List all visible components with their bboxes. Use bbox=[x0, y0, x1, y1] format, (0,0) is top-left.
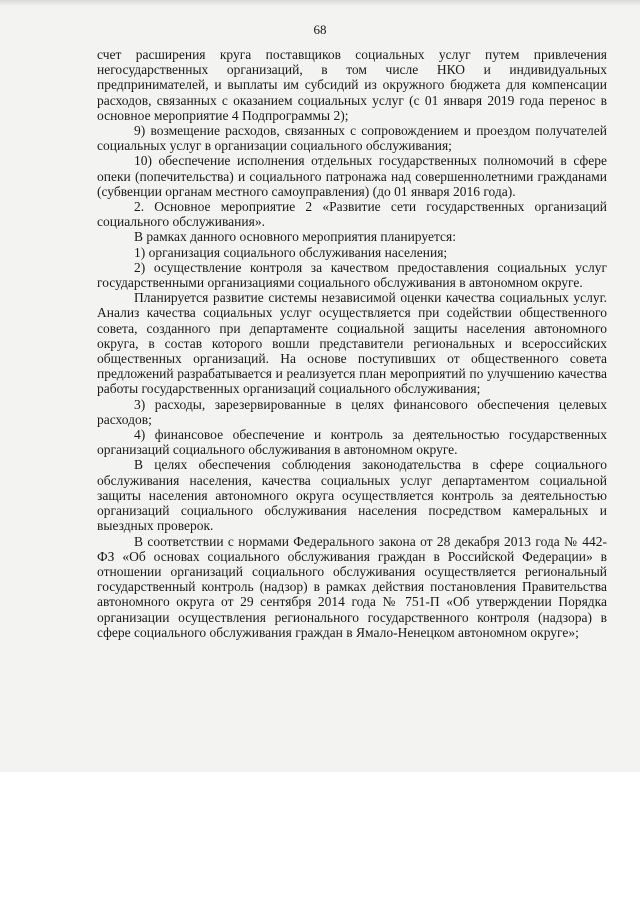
paragraph-item-10: 10) обеспечение исполнения отдельных государственных полномочий в сфере опеки (попечительства) и социального патронажа над совершеннолетними гражданами (субвенции органам местного самоуправления) (до 01 января 2016 года). bbox=[97, 153, 607, 199]
paragraph-planned-intro: В рамках данного основного мероприятия планируется: bbox=[134, 229, 456, 245]
body-text bbox=[97, 47, 607, 640]
paragraph-legislation-compliance: В целях обеспечения соблюдения законодательства в сфере социального обслуживания населения, качества социальных услуг департаментом социальной защиты населения автономного округа осуществляется контроль за деятельностью организаций социального обслуживания населения посредством камеральных и выездных проверок. bbox=[97, 457, 607, 534]
scan-edge-shadow bbox=[0, 0, 640, 6]
paragraph-federal-law: В соответствии с нормами Федерального закона от 28 декабря 2013 года № 442-ФЗ «Об основах социального обслуживания граждан в Российской Федерации» в отношении организаций социального обслуживания осуществляется региональный государственный контроль (надзор) в рамках действия постановления Правительства автономного округа от 29 сентября 2014 года № 751-П «Об утверждении Порядка организации осуществления регионального государственного контроля (надзора) в сфере социального обслуживания граждан в Ямало-Ненецком автономном округе»; bbox=[97, 533, 607, 640]
paragraph-main-activity-2: 2. Основное мероприятие 2 «Развитие сети государственных организаций социального обслуживания». bbox=[97, 199, 607, 230]
paragraph-continuation: счет расширения круга поставщиков социальных услуг путем привлечения негосударственных организаций, в том числе НКО и индивидуальных предпринимателей, и выплаты им субсидий из окружного бюджета для компенсации расходов, связанных с оказанием социальных услуг (с 01 января 2019 года перенос в основное мероприятие 4 Подпрограммы 2); bbox=[97, 47, 607, 123]
page-number: 68 bbox=[313, 22, 327, 37]
paragraph-item-4: 4) финансовое обеспечение и контроль за деятельностью государственных организаций социального обслуживания в автономном округе. bbox=[97, 427, 607, 458]
paragraph-item-3: 3) расходы, зарезервированные в целях финансового обеспечения целевых расходов; bbox=[97, 396, 607, 427]
paragraph-item-1: 1) организация социального обслуживания населения; bbox=[134, 244, 448, 260]
blank-margin bbox=[0, 772, 640, 905]
paragraph-quality-assessment: Планируется развитие системы независимой оценки качества социальных услуг. Анализ качества социальных услуг осуществляется при содействии общественного совета, созданного при департаменте социальной защиты населения автономного округа, в состав которого вошли представители региональных и всероссийских общественных организаций. На основе поступивших от общественного совета предложений разрабатывается и реализуется план мероприятий по улучшению качества работы государственных организаций социального обслуживания; bbox=[97, 290, 607, 397]
paragraph-item-2: 2) осуществление контроля за качеством предоставления социальных услуг государственными организациями социального обслуживания в автономном округе. bbox=[97, 259, 607, 291]
paragraph-item-9: 9) возмещение расходов, связанных с сопровождением и проездом получателей социальных услуг в организации социального обслуживания; bbox=[97, 123, 607, 154]
